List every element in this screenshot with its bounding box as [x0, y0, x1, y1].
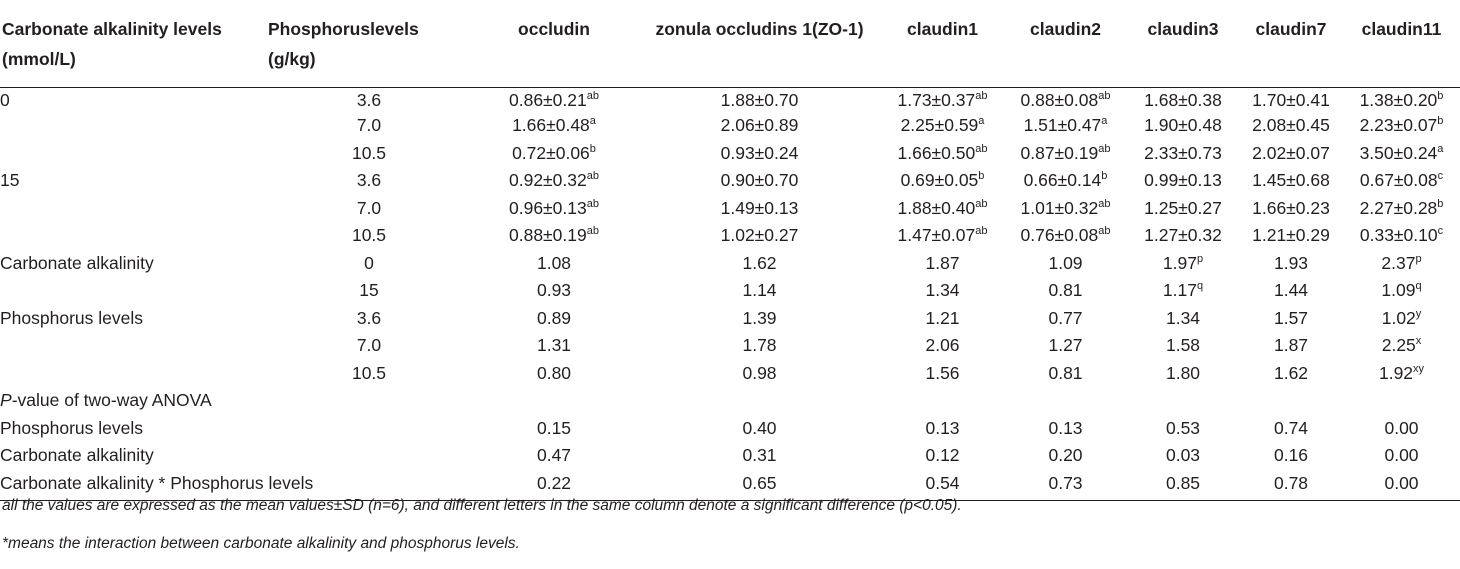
cell-value: 0.76±0.08: [1020, 225, 1099, 245]
cell-value: 0.00: [1384, 417, 1419, 438]
table-cell: [1004, 308, 1127, 336]
cell-value: 1.87: [925, 252, 960, 273]
table-cell: [1239, 363, 1343, 391]
table-cell: [1239, 143, 1343, 171]
cell-value: 0.98: [742, 362, 777, 383]
row-label: Carbonate alkalinity * Phosphorus levels: [0, 473, 268, 501]
cell-value: 0.22: [536, 472, 572, 493]
cell-value: 0.85: [1165, 472, 1201, 493]
significance-letter: ab: [1098, 225, 1111, 237]
table-cell: [1127, 253, 1239, 281]
table-cell: [470, 390, 638, 418]
cell-value: 1.68±0.38: [1144, 90, 1222, 110]
table-cell: [470, 363, 638, 391]
cell-value: 0.88±0.08: [1020, 90, 1099, 110]
table-cell: [1239, 390, 1343, 418]
table-cell: [881, 390, 1004, 418]
col-header-claudin3: claudin3: [1127, 0, 1239, 88]
table-cell: [1127, 390, 1239, 418]
row-label: [0, 115, 268, 143]
cell-value: 1.87: [1273, 335, 1309, 355]
row-level: 3.6: [356, 90, 382, 110]
table-cell: [1004, 390, 1127, 418]
cell-value: 2.23±0.07: [1359, 115, 1438, 135]
table-row: [0, 253, 1460, 281]
cell-value: 1.27: [1048, 335, 1083, 355]
table-cell: [881, 445, 1004, 473]
cell-value: 1.78: [742, 335, 777, 355]
cell-value: 0.92±0.32: [509, 170, 587, 190]
row-level: 10.5: [351, 362, 387, 383]
row-level: 7.0: [356, 335, 382, 355]
cell-value: 1.02±0.27: [720, 225, 799, 245]
table-row: [0, 170, 1460, 198]
table-cell: [1004, 143, 1127, 171]
significance-letter: ab: [975, 90, 988, 102]
cell-value: 1.02: [1381, 307, 1416, 328]
table-row: [0, 390, 1460, 418]
table-row: [0, 473, 1460, 501]
cell-value: 0.96±0.13: [509, 197, 587, 218]
col-header-claudin1: claudin1: [881, 0, 1004, 88]
table-cell: [1127, 198, 1239, 226]
table-cell: [1127, 445, 1239, 473]
table-cell: [1239, 198, 1343, 226]
table-row: [0, 308, 1460, 336]
table-cell: [1239, 253, 1343, 281]
cell-value: 0.87±0.19: [1020, 142, 1099, 163]
table-cell: [1343, 198, 1460, 226]
cell-value: 0.47: [536, 445, 572, 465]
table-cell: [1127, 88, 1239, 116]
table-cell: [470, 418, 638, 446]
cell-value: 0.99±0.13: [1144, 170, 1222, 190]
cell-value: 1.21±0.29: [1252, 225, 1330, 245]
table-cell: [638, 225, 881, 253]
cell-value: 2.08±0.45: [1252, 115, 1330, 135]
cell-value: 0.72±0.06: [512, 142, 590, 163]
significance-letter: ab: [586, 170, 599, 182]
table-row: [0, 198, 1460, 226]
cell-value: 1.34: [1165, 307, 1201, 328]
table-cell: [638, 88, 881, 116]
table-cell: [1343, 418, 1460, 446]
table-cell: [470, 225, 638, 253]
row-level: 10.5: [351, 142, 387, 163]
significance-letter: y: [1415, 307, 1422, 320]
table-cell: [881, 88, 1004, 116]
cell-value: 1.45±0.68: [1252, 170, 1330, 190]
significance-letter: xy: [1413, 362, 1425, 375]
table-row: [0, 335, 1460, 363]
table-cell: [1343, 308, 1460, 336]
cell-value: 1.27±0.32: [1144, 225, 1222, 245]
cell-value: 1.09: [1048, 252, 1083, 273]
table-cell: [1343, 445, 1460, 473]
table-cell: [1239, 308, 1343, 336]
cell-value: 0.66±0.14: [1023, 170, 1102, 190]
cell-value: 1.88±0.70: [720, 90, 799, 110]
col-header-claudin2: claudin2: [1004, 0, 1127, 88]
table-cell: [470, 143, 638, 171]
table-cell: [638, 390, 881, 418]
row-level: 3.6: [356, 307, 382, 328]
table-row: [0, 143, 1460, 171]
row-level: 7.0: [356, 197, 382, 218]
table-cell: [470, 308, 638, 336]
table-cell: [1239, 280, 1343, 308]
significance-letter: a: [589, 115, 596, 127]
cell-value: 0.73: [1048, 472, 1083, 493]
cell-value: 1.09: [1381, 280, 1416, 300]
table-cell: [1004, 198, 1127, 226]
cell-value: 0.81: [1048, 362, 1083, 383]
significance-letter: p: [1415, 252, 1422, 265]
table-cell: [638, 170, 881, 198]
cell-value: 0.81: [1048, 280, 1083, 300]
table-cell: [1004, 418, 1127, 446]
table-cell: [1004, 88, 1127, 116]
table-cell: [881, 473, 1004, 501]
cell-value: 0.74: [1273, 417, 1309, 438]
row-label: Carbonate alkalinity: [0, 252, 154, 273]
cell-value: 1.80: [1165, 362, 1201, 383]
table-cell: [638, 198, 881, 226]
table-cell: [1127, 335, 1239, 363]
cell-value: 0.93: [536, 280, 572, 300]
cell-value: 1.93: [1273, 252, 1309, 273]
significance-letter: q: [1415, 280, 1422, 292]
cell-value: 1.44: [1273, 280, 1309, 300]
row-level: [268, 418, 470, 446]
table-row: [0, 88, 1460, 116]
row-level: 0: [364, 252, 374, 273]
table-cell: [638, 280, 881, 308]
significance-letter: c: [1437, 170, 1444, 182]
significance-letter: ab: [1098, 142, 1111, 155]
table-cell: [1004, 253, 1127, 281]
cell-value: 1.47±0.07: [897, 225, 976, 245]
col-header-phosphorus: Phosphoruslevels (g/kg): [268, 0, 470, 88]
table-cell: [470, 335, 638, 363]
table-cell: [1343, 473, 1460, 501]
table-cell: [1127, 280, 1239, 308]
significance-letter: b: [1437, 90, 1444, 102]
col-header-carbonate: Carbonate alkalinity levels (mmol/L): [0, 0, 268, 88]
cell-value: 2.25: [1381, 335, 1416, 355]
cell-value: 1.58: [1165, 335, 1201, 355]
cell-value: 0.88±0.19: [509, 225, 587, 245]
table-cell: [1127, 363, 1239, 391]
cell-value: 0.77: [1048, 307, 1083, 328]
table-cell: [1004, 473, 1127, 501]
cell-value: 0.93±0.24: [720, 142, 799, 163]
table-cell: [1004, 115, 1127, 143]
row-level: [268, 390, 470, 418]
cell-value: 0.03: [1165, 445, 1201, 465]
footnote-interaction: *means the interaction between carbonate alkalinity and phosphorus levels.: [2, 535, 520, 552]
table-cell: [470, 115, 638, 143]
table-cell: [1343, 335, 1460, 363]
table-cell: [881, 170, 1004, 198]
table-row: [0, 280, 1460, 308]
cell-value: 0.89: [536, 307, 572, 328]
significance-letter: b: [1437, 197, 1444, 210]
table-cell: [1343, 170, 1460, 198]
row-label: [0, 143, 268, 171]
cell-value: 0.69±0.05: [900, 170, 979, 190]
significance-letter: ab: [975, 142, 988, 155]
table-cell: [470, 170, 638, 198]
table-cell: [470, 253, 638, 281]
cell-value: 3.50±0.24: [1359, 142, 1438, 163]
table-cell: [1004, 170, 1127, 198]
cell-value: 0.86±0.21: [509, 90, 587, 110]
cell-value: 1.56: [925, 362, 960, 383]
cell-value: 1.21: [925, 307, 960, 328]
table-cell: [470, 88, 638, 116]
significance-letter: a: [978, 115, 985, 127]
significance-letter: a: [1437, 142, 1444, 155]
row-level: 10.5: [351, 225, 387, 245]
table-cell: [638, 445, 881, 473]
cell-value: 1.66±0.48: [512, 115, 590, 135]
table-cell: [1239, 473, 1343, 501]
significance-letter: c: [1437, 225, 1444, 237]
table-cell: [1127, 170, 1239, 198]
table-cell: [881, 198, 1004, 226]
cell-value: 1.14: [742, 280, 777, 300]
row-label-text: -value of two-way ANOVA: [11, 390, 212, 410]
table-cell: [638, 253, 881, 281]
table-cell: [1343, 363, 1460, 391]
table-row: [0, 225, 1460, 253]
table-cell: [1127, 473, 1239, 501]
table-cell: [1343, 115, 1460, 143]
cell-value: 1.34: [925, 280, 960, 300]
table-cell: [1239, 445, 1343, 473]
cell-value: 0.13: [925, 417, 960, 438]
col-header-claudin11: claudin11: [1343, 0, 1460, 88]
header-row: [0, 0, 1460, 88]
significance-letter: q: [1196, 280, 1204, 292]
table-cell: [638, 473, 881, 501]
row-label: [0, 198, 268, 226]
table-row: [0, 418, 1460, 446]
cell-value: 2.25±0.59: [900, 115, 979, 135]
cell-value: 1.57: [1273, 307, 1309, 328]
cell-value: 0.15: [536, 417, 572, 438]
table-body: [0, 88, 1460, 501]
significance-letter: b: [978, 170, 985, 182]
table-cell: [1004, 225, 1127, 253]
cell-value: 0.80: [536, 362, 572, 383]
cell-value: 1.73±0.37: [897, 90, 976, 110]
table-cell: [1004, 280, 1127, 308]
cell-value: 0.65: [742, 472, 777, 493]
cell-value: 2.02±0.07: [1252, 142, 1330, 163]
cell-value: 1.62: [1273, 362, 1309, 383]
cell-value: 1.88±0.40: [897, 197, 976, 218]
cell-value: 0.12: [925, 445, 960, 465]
table-cell: [1239, 335, 1343, 363]
table-cell: [1343, 225, 1460, 253]
footnote-values: all the values are expressed as the mean values±SD (n=6), and different letters in the same column denote a significant difference (p<0.05).: [2, 497, 962, 514]
cell-value: 0.90±0.70: [720, 170, 799, 190]
col-header-claudin7: claudin7: [1239, 0, 1343, 88]
table-cell: [638, 418, 881, 446]
table-cell: [1343, 253, 1460, 281]
cell-value: 1.66±0.50: [897, 142, 976, 163]
cell-value: 1.25±0.27: [1144, 197, 1222, 218]
table-cell: [470, 280, 638, 308]
table-cell: [881, 115, 1004, 143]
table-cell: [1127, 418, 1239, 446]
col-header-occludin: occludin: [470, 0, 638, 88]
cell-value: 2.06±0.89: [720, 115, 799, 135]
table-row: [0, 115, 1460, 143]
cell-value: 0.40: [742, 417, 777, 438]
table-cell: [1127, 115, 1239, 143]
table-cell: [881, 418, 1004, 446]
row-level: 7.0: [356, 115, 382, 135]
table-cell: [1239, 170, 1343, 198]
cell-value: 1.97: [1162, 252, 1197, 273]
significance-letter: ab: [586, 90, 599, 102]
col-header-zo1: zonula occludins 1(ZO-1): [638, 0, 881, 88]
row-label-italic: P: [0, 390, 12, 410]
table-cell: [638, 363, 881, 391]
cell-value: 2.06: [925, 335, 960, 355]
cell-value: 0.00: [1384, 472, 1419, 493]
row-level: 15: [359, 280, 379, 300]
cell-value: 2.37: [1381, 252, 1416, 273]
cell-value: 1.01±0.32: [1020, 197, 1099, 218]
table-row: [0, 363, 1460, 391]
table-cell: [638, 335, 881, 363]
cell-value: 0.16: [1273, 445, 1309, 465]
cell-value: 0.78: [1273, 472, 1309, 493]
table-cell: [881, 335, 1004, 363]
significance-letter: ab: [975, 197, 988, 210]
cell-value: 1.92: [1378, 362, 1414, 383]
row-label: Phosphorus levels: [0, 307, 143, 328]
row-level: [268, 445, 470, 473]
cell-value: 1.51±0.47: [1023, 115, 1102, 135]
table-cell: [1343, 280, 1460, 308]
table-cell: [881, 253, 1004, 281]
table-cell: [1343, 88, 1460, 116]
table-cell: [1239, 115, 1343, 143]
row-label: 0: [0, 90, 10, 110]
cell-value: 1.31: [536, 335, 572, 355]
significance-letter: p: [1196, 252, 1204, 265]
cell-value: 0.00: [1384, 445, 1419, 465]
significance-letter: ab: [975, 225, 988, 237]
cell-value: 0.13: [1048, 417, 1083, 438]
row-label: [0, 363, 268, 391]
cell-value: 1.70±0.41: [1252, 90, 1330, 110]
table-cell: [881, 143, 1004, 171]
cell-value: 1.17: [1162, 280, 1197, 300]
table-cell: [1004, 363, 1127, 391]
cell-value: 1.39: [742, 307, 777, 328]
table-cell: [1239, 418, 1343, 446]
cell-value: 0.67±0.08: [1359, 170, 1438, 190]
row-level: 3.6: [356, 170, 382, 190]
table-cell: [1343, 390, 1460, 418]
cell-value: 2.33±0.73: [1144, 142, 1222, 163]
table-cell: [1127, 308, 1239, 336]
significance-letter: x: [1415, 335, 1422, 347]
table-cell: [470, 198, 638, 226]
table-cell: [881, 363, 1004, 391]
significance-letter: ab: [586, 225, 599, 237]
row-label: [0, 390, 268, 418]
row-label: 15: [0, 170, 20, 190]
significance-letter: b: [1437, 115, 1444, 127]
table-cell: [638, 115, 881, 143]
table-cell: [881, 280, 1004, 308]
row-label: [0, 335, 268, 363]
significance-letter: ab: [1098, 90, 1111, 102]
cell-value: 1.66±0.23: [1252, 197, 1330, 218]
table-cell: [881, 308, 1004, 336]
significance-letter: a: [1101, 115, 1108, 127]
table-cell: [638, 143, 881, 171]
table-cell: [1239, 88, 1343, 116]
significance-letter: ab: [586, 197, 599, 210]
table-cell: [1004, 335, 1127, 363]
cell-value: 0.33±0.10: [1359, 225, 1438, 245]
cell-value: 1.38±0.20: [1359, 90, 1438, 110]
row-label: Carbonate alkalinity: [0, 445, 154, 465]
significance-letter: b: [589, 142, 596, 155]
table-cell: [1127, 225, 1239, 253]
significance-letter: ab: [1098, 197, 1111, 210]
cell-value: 1.90±0.48: [1144, 115, 1222, 135]
table-row: [0, 445, 1460, 473]
cell-value: 0.54: [925, 472, 960, 493]
row-label: Phosphorus levels: [0, 417, 143, 438]
table-cell: [1004, 445, 1127, 473]
cell-value: 0.31: [742, 445, 777, 465]
cell-value: 0.20: [1048, 445, 1083, 465]
table-cell: [1239, 225, 1343, 253]
cell-value: 0.53: [1165, 417, 1201, 438]
significance-letter: b: [1101, 170, 1108, 182]
cell-value: 1.62: [742, 252, 777, 273]
cell-value: 1.08: [536, 252, 572, 273]
table-cell: [1343, 143, 1460, 171]
table-cell: [638, 308, 881, 336]
cell-value: 1.49±0.13: [720, 197, 799, 218]
table-cell: [881, 225, 1004, 253]
table-cell: [470, 473, 638, 501]
table-cell: [1127, 143, 1239, 171]
cell-value: 2.27±0.28: [1359, 197, 1438, 218]
table-cell: [470, 445, 638, 473]
row-label: [0, 280, 268, 308]
row-label: [0, 225, 268, 253]
